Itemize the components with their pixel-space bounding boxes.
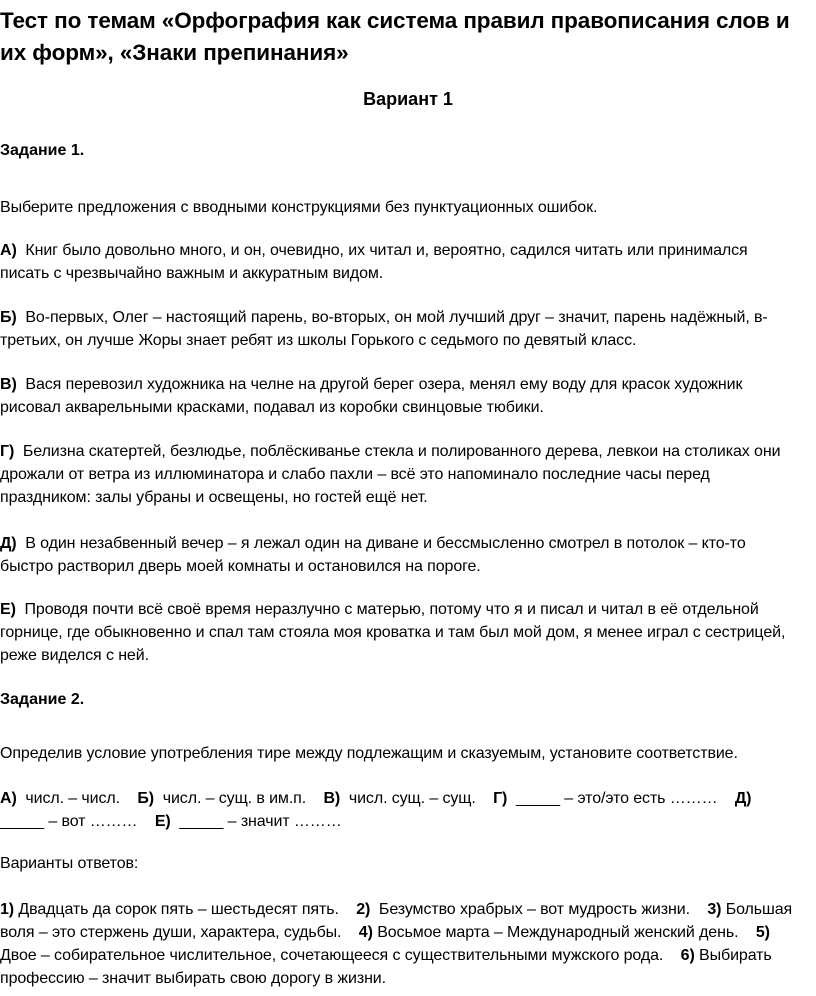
answer-text: Большая воля – это стержень души, характера, судьбы. <box>0 901 793 941</box>
task1-option-d <box>0 440 800 509</box>
answer-marker: 5) <box>755 924 770 941</box>
option-marker: Д) <box>0 535 17 552</box>
option-marker: А) <box>0 242 17 259</box>
task1-option-b <box>0 306 800 352</box>
pattern-marker: Д) <box>734 790 752 807</box>
answer-marker: 2) <box>356 901 371 918</box>
option-text: В один незабвенный вечер – я лежал один на диване и бессмысленно смотрел в потолок – кто-то быстро растворил дверь моей комнаты и остановился на пороге. <box>0 535 746 575</box>
pattern-marker: Б) <box>137 790 155 807</box>
answers-label: Варианты ответов: <box>0 855 139 872</box>
option-text: Во-первых, Олег – настоящий парень, во-вторых, он мой лучший друг – значит, парень надёжный, в-третьих, он лучше Жоры знает ребят из школы Горького с седьмого по девятый класс. <box>0 309 768 349</box>
answer-marker: 1) <box>0 901 15 918</box>
option-text: Проводя почти всё своё время неразлучно с матерью, потому что я и писал и читал в её отдельной горнице, где обыкновенно и спал там стояла моя кроватка и там был мой дом, я менее играл с сестрицей, реже виделся с ней. <box>0 601 786 664</box>
option-text: Вася перевозил художника на челне на другой берег озера, менял ему воду для красок художник рисовал акварельными красками, подавал из коробки свинцовые тюбики. <box>0 376 743 416</box>
task1-option-a <box>0 239 800 285</box>
option-marker: В) <box>0 376 17 393</box>
task1-option-c <box>0 373 800 419</box>
answer-text: Двое – собирательное числительное, сочетающееся с существительными мужского рода. <box>0 947 664 964</box>
task2-patterns <box>0 787 790 833</box>
answer-text: Выбирать профессию – значит выбирать свою дорогу в жизни. <box>0 947 772 987</box>
document-title: Тест по темам «Орфография как система правил правописания слов и их форм», «Знаки препинания» <box>0 8 790 65</box>
pattern-text: числ. – сущ. в им.п. <box>162 790 307 807</box>
pattern-text: _____ – значит ……… <box>179 813 342 830</box>
task1-heading: Задание 1. <box>0 142 85 159</box>
task2-instruction: Определив условие употребления тире между подлежащим и сказуемым, установите соответствие. <box>0 745 738 762</box>
answer-text: Двадцать да сорок пять – шестьдесят пять. <box>18 901 339 918</box>
pattern-text: числ. – числ. <box>25 790 120 807</box>
pattern-text: числ. сущ. – сущ. <box>348 790 476 807</box>
task1-instruction: Выберите предложения с вводными конструкциями без пунктуационных ошибок. <box>0 199 598 216</box>
pattern-marker: В) <box>323 790 341 807</box>
pattern-marker: Г) <box>493 790 508 807</box>
option-marker: Б) <box>0 309 17 326</box>
answer-marker: 6) <box>680 947 695 964</box>
task2-heading: Задание 2. <box>0 691 85 708</box>
task1-option-e <box>0 532 800 578</box>
variant-heading: Вариант 1 <box>363 89 453 109</box>
pattern-text: _____ – это/это есть ……… <box>515 790 718 807</box>
pattern-text: _____ – вот ……… <box>0 813 138 830</box>
option-marker: Г) <box>0 443 15 460</box>
answer-marker: 4) <box>358 924 373 941</box>
option-marker: Е) <box>0 601 16 618</box>
answer-marker: 3) <box>707 901 722 918</box>
option-text: Книг было довольно много, и он, очевидно, их читал и, вероятно, садился читать или принимался писать с чрезвычайно важным и аккуратным видом. <box>0 242 748 282</box>
option-text: Белизна скатертей, безлюдье, поблёскиванье стекла и полированного дерева, левкои на столиках они дрожали от ветра из иллюминатора и слабо пахли – всё это напоминало последние часы перед праздником: залы убраны и освещены, но гостей ещё нет. <box>0 443 781 506</box>
task1-option-f <box>0 598 800 667</box>
answer-text: Восьмое марта – Международный женский день. <box>377 924 739 941</box>
pattern-marker: А) <box>0 790 17 807</box>
answer-text: Безумство храбрых – вот мудрость жизни. <box>378 901 690 918</box>
pattern-marker: Е) <box>154 813 171 830</box>
task2-answers <box>0 898 800 990</box>
